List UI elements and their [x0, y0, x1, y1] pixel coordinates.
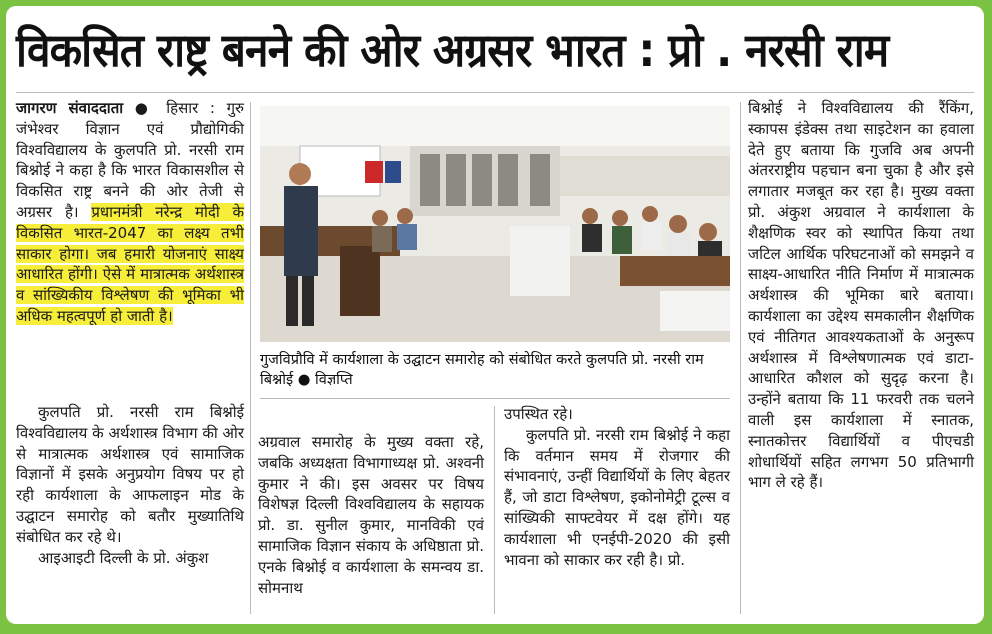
- paragraph: कुलपति प्रो. नरसी राम बिश्नोई विश्वविद्यालय के अर्थशास्त्र विभाग की ओर से मात्रात्मक अर्थशास्त्र एवं सामाजिक विज्ञानों में इसके अनुप्रयोग विषय पर हो रही कार्यशाला के आफलाइन मोड के उद्घाटन समारोह को बतौर मुख्यातिथि संबोधित कर रहे थे।: [16, 403, 244, 546]
- paragraph: बिश्नोई ने विश्वविद्यालय की रैंकिंग, स्कापस इंडेक्स तथा साइटेशन का हवाला देते हुए बताया कि गुजवि अब अपनी अंतरराष्ट्रीय पहचान बना चुका है और इसे लगातार मजबूत कर रहा है। मुख्य वक्ता प्रो. अंकुश अग्रवाल ने कार्यशाला के शैक्षणिक स्वर को स्थापित किया तथा जटिल आर्थिक परिघटनाओं को समझने व साक्ष्य-आधारित नीति निर्माण में मात्रात्मक अर्थशास्त्र की भूमिका बारे बताया। कार्यशाला का उद्देश्य समकालीन शैक्षणिक एवं नीतिगत आवश्यकताओं के अनुरूप अर्थशास्त्र में विश्लेषणात्मक एवं डाटा-आधारित कौशल को सुदृढ़ करना है। उन्होंने बताया कि 11 फरवरी तक चलने वाली इस कार्यशाला में स्नातक, स्नातकोत्तर विद्यार्थियों व पीएचडी शोधार्थियों सहित लगभग 50 प्रतिभागी भाग ले रहे हैं।: [748, 99, 974, 492]
- column-1-cont: [16, 402, 244, 568]
- news-clipping: [6, 6, 984, 624]
- column-3: [504, 404, 730, 570]
- column-divider: [250, 102, 251, 614]
- column-1: जागरण संवाददाता ● हिसार : गुरु जंभेश्वर विज्ञान एवं प्रौद्योगिकी विश्वविद्यालय के कुलपति प्रो. नरसी राम बिश्नोई ने कहा है कि भारत विकासशील से विकसित राष्ट्र बनने की ओर तेजी से अग्रसर है। प्रधानमंत्री नरेन्द्र मोदी के विकसित भारत-2047 का लक्ष्य तभी साकार होगा। जब हमारी योजनाएं साक्ष्य आधारित होंगी। ऐसे में मात्रात्मक अर्थशास्त्र व सांख्यिकीय विश्लेषण की भूमिका भी अधिक महत्वपूर्ण हो जाती है।: [16, 99, 245, 325]
- border-notch: [340, 625, 354, 634]
- intro-text: हिसार : गुरु जंभेश्वर विज्ञान एवं प्रौद्योगिकी विश्वविद्यालय के कुलपति प्रो. नरसी राम बिश्नोई ने कहा है कि भारत विकासशील से विकसित राष्ट्र बनने की ओर तेजी से अग्रसर है।: [16, 99, 245, 221]
- headline-rule: [16, 92, 974, 93]
- highlighted-quote: प्रधानमंत्री नरेन्द्र मोदी के विकसित भारत-2047 का लक्ष्य तभी साकार होगा। जब हमारी योजनाएं साक्ष्य आधारित होंगी। ऐसे में मात्रात्मक अर्थशास्त्र व सांख्यिकीय विश्लेषण की भूमिका भी अधिक महत्वपूर्ण हो जाती है।: [16, 202, 244, 325]
- paragraph: आइआइटी दिल्ली के प्रो. अंकुश: [38, 548, 209, 567]
- photo-caption: गुजविप्रौवि में कार्यशाला के उद्घाटन समारोह को संबोधित करते कुलपति प्रो. नरसी राम बिश्नोई ● विज्ञप्ति: [260, 352, 704, 388]
- paragraph: उपस्थित रहे।: [504, 405, 573, 423]
- dateline: जागरण संवाददाता: [16, 99, 124, 117]
- caption-rule: [260, 398, 730, 399]
- event-photo-illustration: [260, 106, 730, 342]
- column-divider: [494, 406, 495, 614]
- photo-credit: विज्ञप्ति: [315, 372, 353, 388]
- column-2: [258, 432, 484, 598]
- news-photo: [260, 106, 730, 342]
- paragraph: कुलपति प्रो. नरसी राम बिश्नोई ने कहा कि वर्तमान समय में रोजगार की संभावनाएं, उन्हीं विद्यार्थियों के लिए बेहतर हैं, जो डाटा विश्लेषण, इकोनोमेट्री टूल्स व सांख्यिकी साफ्टवेयर में दक्ष होंगे। यह कार्यशाला भी एनईपी-2020 की इसी भावना को साकार कर रही है। प्रो.: [504, 425, 730, 569]
- headline: विकसित राष्ट्र बनने की ओर अग्रसर भारत : प्रो . नरसी राम: [16, 23, 889, 77]
- column-divider: [740, 102, 741, 614]
- paragraph: अग्रवाल समारोह के मुख्य वक्ता रहे, जबकि अध्यक्षता विभागाध्यक्ष प्रो. अश्वनी कुमार ने की। इस अवसर पर विषय विशेषज्ञ दिल्ली विश्वविद्यालय के सहायक प्रो. डा. सुनील कुमार, मानविकी एवं सामाजिक विज्ञान संकाय के अधिष्ठाता प्रो. एनके बिश्नोई व कार्यशाला के समन्वय डा. सोमनाथ: [258, 433, 484, 597]
- caption-text: गुजविप्रौवि में कार्यशाला के उद्घाटन समारोह को संबोधित करते कुलपति प्रो. नरसी राम बिश्नोई: [260, 352, 704, 388]
- column-4: [748, 98, 974, 493]
